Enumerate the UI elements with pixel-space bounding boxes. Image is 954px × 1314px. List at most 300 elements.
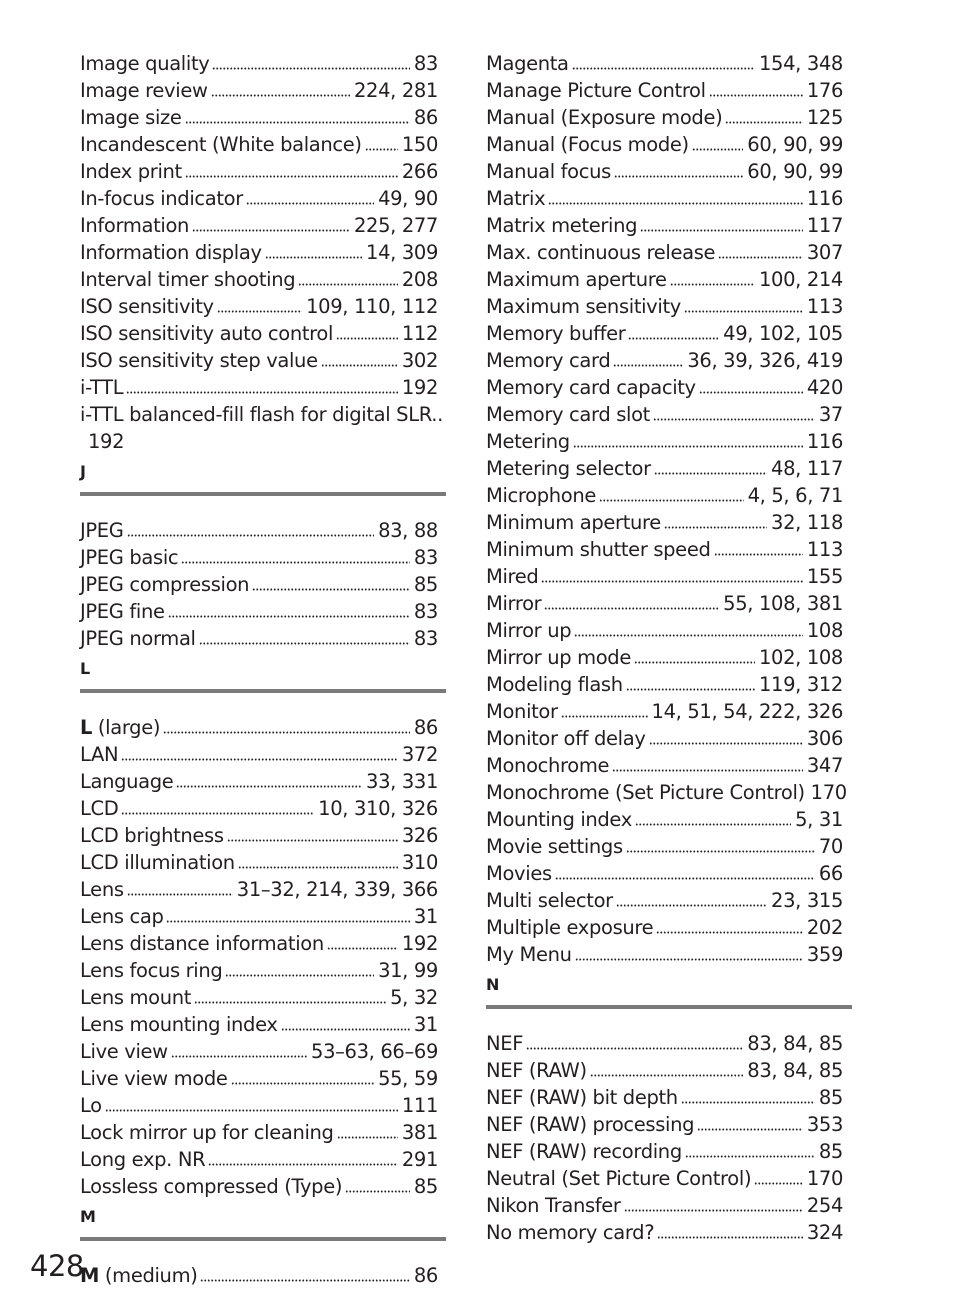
- dot-leader: [656, 915, 803, 934]
- entry-pages: 111: [401, 1094, 438, 1117]
- entry-pages: 55, 108, 381: [723, 592, 843, 615]
- entry-pages: 83: [413, 627, 438, 650]
- dot-leader: [321, 348, 398, 367]
- entry-term: Monochrome: [486, 754, 610, 777]
- entry-symbol: L: [80, 716, 93, 739]
- entry-term: Lens distance information: [80, 932, 324, 955]
- index-entry: [486, 293, 843, 320]
- index-entry: [486, 1138, 843, 1165]
- dot-leader: [217, 294, 302, 313]
- dot-leader: [200, 1263, 409, 1282]
- index-entry: [486, 212, 843, 239]
- entry-term: Manage Picture Control: [486, 79, 706, 102]
- index-entry: [80, 876, 438, 903]
- dot-leader: [281, 1012, 410, 1031]
- dot-leader: [626, 672, 755, 691]
- index-entry: [486, 671, 843, 698]
- entry-term: [80, 1262, 197, 1289]
- dot-leader: [699, 375, 803, 394]
- dot-leader: [640, 213, 803, 232]
- dot-leader: [685, 1139, 815, 1158]
- index-entry: [80, 50, 438, 77]
- dot-leader: [231, 1066, 375, 1085]
- index-entry: [80, 1146, 438, 1173]
- section-header-j: [80, 455, 438, 517]
- entry-pages: 83: [413, 546, 438, 569]
- entry-pages: 119, 312: [758, 673, 843, 696]
- entry-pages: 60, 90, 99: [747, 160, 843, 183]
- entry-pages: 60, 90, 99: [747, 133, 843, 156]
- dot-leader: [208, 1147, 398, 1166]
- dot-leader: [612, 753, 803, 772]
- entry-term: Matrix: [486, 187, 546, 210]
- entry-pages: 31–32, 214, 339, 366: [236, 878, 438, 901]
- entry-pages: 307: [806, 241, 843, 264]
- index-entry: [486, 941, 843, 968]
- dot-leader: [168, 599, 410, 618]
- entry-term: Max. continuous release: [486, 241, 716, 264]
- entry-term: Image size: [80, 106, 182, 129]
- entry-term: My Menu: [486, 943, 572, 966]
- dot-leader: [105, 1093, 398, 1112]
- index-entry: [486, 725, 843, 752]
- entry-term: JPEG compression: [80, 573, 250, 596]
- entry-pages: 86: [413, 106, 438, 129]
- index-entry: [80, 1065, 438, 1092]
- dot-leader: [614, 159, 743, 178]
- dot-leader: [127, 877, 233, 896]
- dot-leader: [126, 375, 398, 394]
- index-entry: [80, 185, 438, 212]
- section-divider: [486, 1005, 852, 1009]
- index-entry: [80, 131, 438, 158]
- index-entry: [486, 401, 843, 428]
- entry-term: Manual (Exposure mode): [486, 106, 723, 129]
- entry-term-rest: (medium): [99, 1264, 198, 1287]
- page-number: 428: [30, 1249, 84, 1283]
- entry-term: Monitor: [486, 700, 558, 723]
- entry-pages: 192: [88, 430, 125, 453]
- dot-leader: [181, 545, 410, 564]
- entry-pages: 324: [806, 1221, 843, 1244]
- entry-pages: 102, 108: [758, 646, 843, 669]
- index-entry: [80, 158, 438, 185]
- dot-leader: [127, 518, 375, 537]
- entry-term: Incandescent (White balance): [80, 133, 362, 156]
- entry-term: Memory card capacity: [486, 376, 696, 399]
- index-entry: [80, 212, 438, 239]
- entry-term: Movie settings: [486, 835, 623, 858]
- entry-term: Magenta: [486, 52, 569, 75]
- index-entry: [80, 849, 438, 876]
- entry-pages: 347: [806, 754, 843, 777]
- entry-pages: 150: [401, 133, 438, 156]
- dot-leader: [590, 1058, 744, 1077]
- entry-term: ISO sensitivity step value: [80, 349, 318, 372]
- entry-term: NEF (RAW) bit depth: [486, 1086, 678, 1109]
- entry-pages: 108: [806, 619, 843, 642]
- dot-leader: [194, 985, 386, 1004]
- entry-pages: 31: [413, 905, 438, 928]
- entry-term: Minimum aperture: [486, 511, 661, 534]
- entry-term: Mounting index: [486, 808, 632, 831]
- index-entry: [486, 131, 843, 158]
- index-entry: [486, 1111, 843, 1138]
- index-entry: [486, 887, 843, 914]
- index-entry: [486, 644, 843, 671]
- dot-leader: [657, 1220, 803, 1239]
- index-entry: [486, 914, 843, 941]
- index-entry: [80, 903, 438, 930]
- index-entry: [80, 957, 438, 984]
- entry-pages: 14, 51, 54, 222, 326: [651, 700, 843, 723]
- entry-term: Memory card: [486, 349, 611, 372]
- entry-pages: 23, 315: [771, 889, 843, 912]
- dot-leader: [653, 402, 815, 421]
- dot-leader: [171, 1039, 307, 1058]
- entry-pages: 192: [401, 932, 438, 955]
- dot-leader: [574, 618, 803, 637]
- dot-leader: [572, 51, 755, 70]
- section-header-l: [80, 652, 438, 714]
- dot-leader: [561, 699, 648, 718]
- entry-text: Monochrome (Set Picture Control) 170: [486, 781, 847, 804]
- entry-pages: 176: [806, 79, 843, 102]
- index-entry: [486, 860, 843, 887]
- dot-leader: [336, 321, 398, 340]
- entry-term: Index print: [80, 160, 182, 183]
- entry-pages: 113: [806, 295, 843, 318]
- entry-pages: 5, 31: [795, 808, 843, 831]
- dot-leader: [616, 888, 767, 907]
- entry-pages: 32, 118: [771, 511, 843, 534]
- entry-term: Movies: [486, 862, 552, 885]
- entry-pages: 302: [401, 349, 438, 372]
- entry-pages: 310: [401, 851, 438, 874]
- index-entry: [486, 509, 843, 536]
- dot-leader: [714, 537, 803, 556]
- dot-leader: [225, 958, 374, 977]
- dot-leader: [575, 942, 803, 961]
- entry-term: NEF (RAW): [486, 1059, 587, 1082]
- dot-leader: [246, 186, 374, 205]
- dot-leader: [199, 626, 410, 645]
- dot-leader: [624, 1193, 803, 1212]
- dot-leader: [613, 348, 683, 367]
- entry-pages: 83: [413, 52, 438, 75]
- entry-term: JPEG fine: [80, 600, 165, 623]
- section-header-m: [80, 1200, 438, 1262]
- dot-leader: [337, 1120, 398, 1139]
- index-column-left: [80, 50, 443, 1289]
- dot-leader: [526, 1031, 743, 1050]
- entry-pages: 85: [413, 1175, 438, 1198]
- entry-term: LCD illumination: [80, 851, 235, 874]
- entry-term: Image review: [80, 79, 208, 102]
- entry-term: i-TTL balanced-fill flash for digital SLR..: [80, 403, 443, 426]
- index-entry: [486, 158, 843, 185]
- entry-pages: 49, 102, 105: [723, 322, 843, 345]
- dot-leader: [163, 715, 410, 734]
- entry-pages: 155: [806, 565, 843, 588]
- index-entry: [80, 1092, 438, 1119]
- entry-term: Memory buffer: [486, 322, 626, 345]
- entry-pages: 85: [818, 1140, 843, 1163]
- entry-term: No memory card?: [486, 1221, 655, 1244]
- index-entry: [486, 590, 843, 617]
- entry-term: Microphone: [486, 484, 597, 507]
- dot-leader: [327, 931, 398, 950]
- entry-group: [486, 50, 843, 779]
- dot-leader: [654, 456, 767, 475]
- dot-leader: [227, 823, 398, 842]
- dot-leader: [681, 1085, 815, 1104]
- section-letter: M: [80, 1207, 96, 1226]
- entry-group: [486, 806, 843, 968]
- section-letter: J: [80, 462, 86, 481]
- index-entry: [80, 598, 438, 625]
- entry-pages: 254: [806, 1194, 843, 1217]
- entry-pages: 359: [806, 943, 843, 966]
- dot-leader: [684, 294, 803, 313]
- entry-group: [486, 1030, 843, 1246]
- index-entry: [486, 536, 843, 563]
- entry-term: LAN: [80, 743, 119, 766]
- entry-pages: 116: [806, 187, 843, 210]
- entry-term: Image quality: [80, 52, 210, 75]
- entry-pages: 208: [401, 268, 438, 291]
- entry-pages: 291: [401, 1148, 438, 1171]
- index-entry: [486, 185, 843, 212]
- entry-pages: 36, 39, 326, 419: [687, 349, 843, 372]
- entry-pages: 83, 84, 85: [747, 1059, 843, 1082]
- entry-term: Minimum shutter speed: [486, 538, 711, 561]
- entry-pages: 202: [806, 916, 843, 939]
- entry-term: Mirror: [486, 592, 542, 615]
- index-entry: [80, 347, 438, 374]
- index-entry: [80, 768, 438, 795]
- dot-leader: [754, 1166, 803, 1185]
- entry-pages: 112: [401, 322, 438, 345]
- dot-leader: [626, 834, 815, 853]
- index-entry: [486, 698, 843, 725]
- dot-leader: [166, 904, 409, 923]
- entry-pages: 100, 214: [758, 268, 843, 291]
- entry-pages: 85: [413, 573, 438, 596]
- entry-pages: 381: [401, 1121, 438, 1144]
- index-entry: [486, 50, 843, 77]
- dot-leader: [664, 510, 767, 529]
- index-entry: [80, 77, 438, 104]
- dot-leader: [709, 78, 803, 97]
- entry-pages: 372: [401, 743, 438, 766]
- entry-pages: 49, 90: [378, 187, 438, 210]
- index-entry: [80, 517, 438, 544]
- index-entry: [80, 714, 438, 741]
- entry-term: Modeling flash: [486, 673, 623, 696]
- entry-term: Manual focus: [486, 160, 611, 183]
- entry-term: Manual (Focus mode): [486, 133, 689, 156]
- entry-term: Lens focus ring: [80, 959, 223, 982]
- index-entry: [486, 455, 843, 482]
- entry-term: Monitor off delay: [486, 727, 646, 750]
- dot-leader: [252, 572, 410, 591]
- index-entry: [486, 428, 843, 455]
- index-entry: [80, 625, 438, 652]
- dot-leader: [365, 132, 398, 151]
- entry-pages: 37: [818, 403, 843, 426]
- index-entry: [486, 779, 847, 806]
- dot-leader: [121, 796, 314, 815]
- entry-term: Information display: [80, 241, 262, 264]
- index-entry: [486, 104, 843, 131]
- entry-term: Information: [80, 214, 190, 237]
- index-entry: [80, 795, 438, 822]
- entry-pages: 86: [413, 716, 438, 739]
- entry-pages: 31: [413, 1013, 438, 1036]
- section-divider: [80, 492, 446, 496]
- entry-term: JPEG: [80, 519, 124, 542]
- dot-leader: [192, 213, 350, 232]
- entry-term: Lens cap: [80, 905, 164, 928]
- entry-term: Mired: [486, 565, 539, 588]
- index-entry: [80, 266, 438, 293]
- index-entry: [486, 482, 843, 509]
- entry-pages: 66: [818, 862, 843, 885]
- entry-pages: 224, 281: [353, 79, 438, 102]
- dot-leader: [649, 726, 803, 745]
- entry-term: Mirror up mode: [486, 646, 631, 669]
- entry-term: Multi selector: [486, 889, 613, 912]
- entry-pages: 116: [806, 430, 843, 453]
- entry-term: Live view mode: [80, 1067, 228, 1090]
- entry-pages: 85: [818, 1086, 843, 1109]
- index-entry: [80, 571, 438, 598]
- entry-pages: 33, 331: [366, 770, 438, 793]
- dot-leader: [298, 267, 398, 286]
- entry-term-rest: (large): [92, 716, 161, 739]
- dot-leader: [185, 105, 410, 124]
- dot-leader: [692, 132, 743, 151]
- index-column-right: [486, 50, 847, 1246]
- entry-pages: 125: [806, 106, 843, 129]
- dot-leader: [634, 645, 755, 664]
- entry-term: Memory card slot: [486, 403, 650, 426]
- entry-pages: 83: [413, 600, 438, 623]
- entry-pages: 53–63, 66–69: [311, 1040, 438, 1063]
- dot-leader: [238, 850, 398, 869]
- index-entry: [486, 347, 843, 374]
- section-divider: [80, 1237, 446, 1241]
- entry-pages: 170: [806, 1167, 843, 1190]
- entry-term: LCD brightness: [80, 824, 224, 847]
- section-letter: N: [486, 975, 500, 994]
- entry-term: Lens: [80, 878, 124, 901]
- index-entry: [80, 1119, 438, 1146]
- entry-term: LCD: [80, 797, 119, 820]
- index-entry: [80, 293, 438, 320]
- index-entry: [486, 563, 843, 590]
- entry-term: NEF (RAW) recording: [486, 1140, 682, 1163]
- entry-pages: 70: [818, 835, 843, 858]
- entry-term: NEF: [486, 1032, 524, 1055]
- dot-leader: [211, 78, 350, 97]
- entry-pages: 10, 310, 326: [318, 797, 438, 820]
- dot-leader: [544, 591, 719, 610]
- entry-term: JPEG normal: [80, 627, 196, 650]
- entry-term: Lens mount: [80, 986, 192, 1009]
- entry-group: [80, 741, 438, 1200]
- entry-term: Interval timer shooting: [80, 268, 296, 291]
- entry-pages: 306: [806, 727, 843, 750]
- dot-leader: [573, 429, 803, 448]
- dot-leader: [599, 483, 744, 502]
- dot-leader: [212, 51, 409, 70]
- entry-term: In-focus indicator: [80, 187, 243, 210]
- dot-leader: [176, 769, 362, 788]
- index-entry: [80, 374, 438, 401]
- index-entry: [486, 239, 843, 266]
- entry-pages: 113: [806, 538, 843, 561]
- index-entry: [486, 1084, 843, 1111]
- entry-pages: 83, 84, 85: [747, 1032, 843, 1055]
- entry-term: Neutral (Set Picture Control): [486, 1167, 752, 1190]
- entry-term: Nikon Transfer: [486, 1194, 621, 1217]
- entry-pages: 5, 32: [390, 986, 438, 1009]
- dot-leader: [697, 1112, 803, 1131]
- entry-term: Live view: [80, 1040, 168, 1063]
- entry-pages: 266: [401, 160, 438, 183]
- dot-leader: [635, 807, 791, 826]
- entry-term: ISO sensitivity: [80, 295, 214, 318]
- dot-leader: [718, 240, 803, 259]
- index-entry: [486, 833, 843, 860]
- entry-pages: 326: [401, 824, 438, 847]
- entry-term: i-TTL: [80, 376, 124, 399]
- index-entry: [486, 617, 843, 644]
- index-entry: [486, 1219, 843, 1246]
- entry-pages: 83, 88: [378, 519, 438, 542]
- dot-leader: [121, 742, 398, 761]
- index-entry: [80, 1011, 438, 1038]
- index-entry: [80, 239, 438, 266]
- entry-term: Maximum sensitivity: [486, 295, 681, 318]
- index-entry: [80, 741, 438, 768]
- index-entry: [80, 1262, 438, 1289]
- entry-pages: 353: [806, 1113, 843, 1136]
- dot-leader: [555, 861, 815, 880]
- entry-pages: 31, 99: [378, 959, 438, 982]
- index-entry: [486, 1165, 843, 1192]
- entry-term: Maximum aperture: [486, 268, 667, 291]
- index-entry: [486, 320, 843, 347]
- index-entry: [486, 266, 843, 293]
- entry-term: [80, 714, 160, 741]
- index-entry: [80, 104, 438, 131]
- dot-leader: [265, 240, 362, 259]
- index-entry: [80, 1173, 438, 1200]
- entry-term: Mirror up: [486, 619, 572, 642]
- index-entry: [80, 1038, 438, 1065]
- entry-pages: 420: [806, 376, 843, 399]
- index-entry: [80, 984, 438, 1011]
- entry-term: Matrix metering: [486, 214, 638, 237]
- entry-pages: 225, 277: [353, 214, 438, 237]
- index-entry: [486, 1030, 843, 1057]
- dot-leader: [670, 267, 755, 286]
- entry-term: Lock mirror up for cleaning: [80, 1121, 334, 1144]
- section-letter: L: [80, 659, 91, 678]
